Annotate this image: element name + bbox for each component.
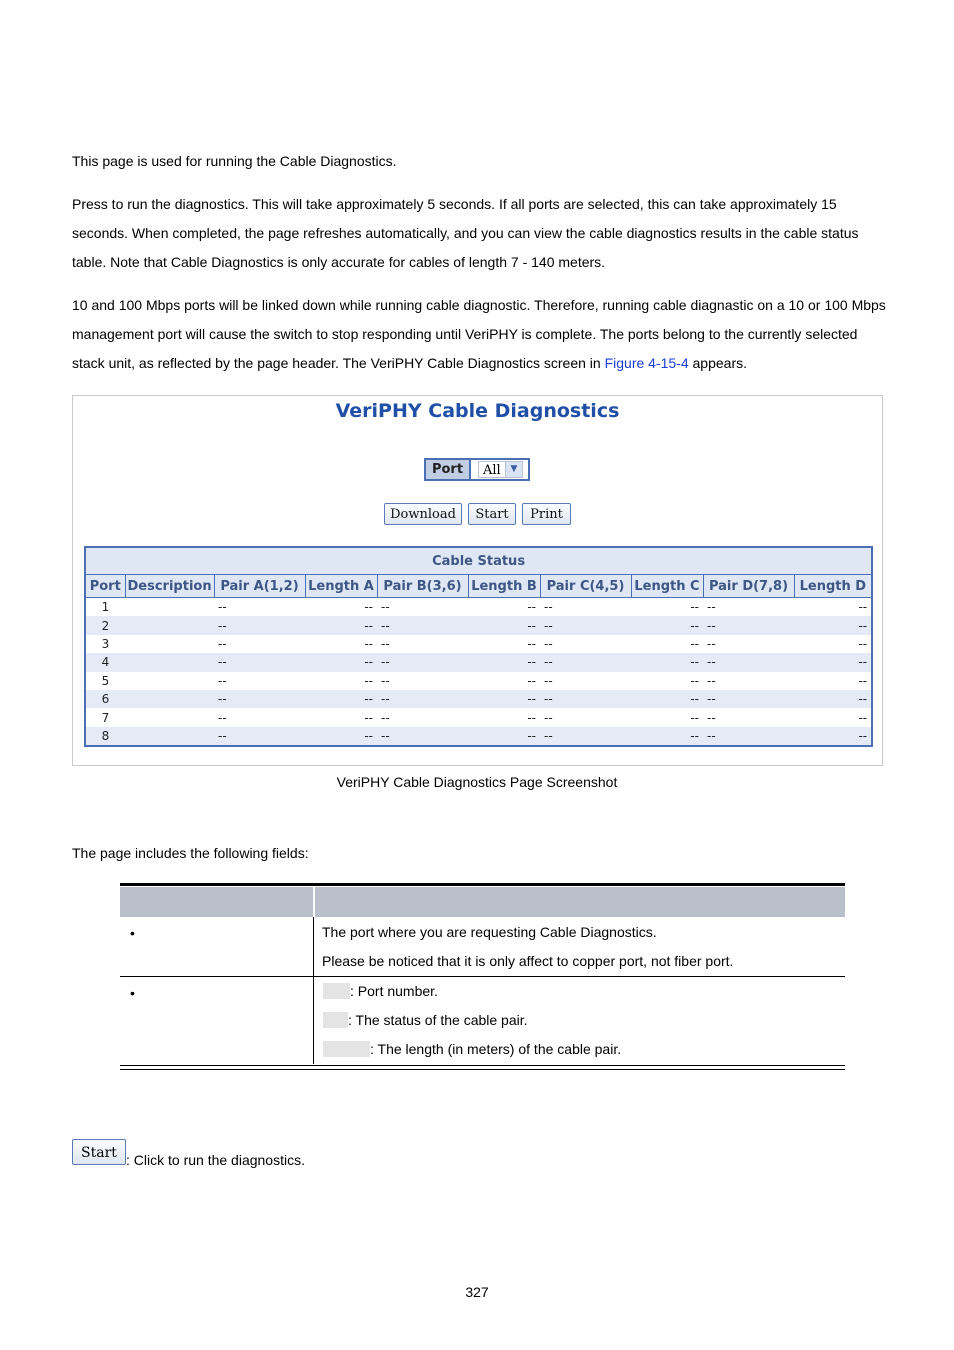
table-cell: [125, 598, 214, 617]
table-cell: --: [214, 690, 305, 708]
table-cell: --: [305, 598, 377, 617]
highlight-port: [323, 983, 350, 999]
bullet: •: [130, 985, 135, 1001]
column-header: Length B: [468, 575, 540, 598]
field-port-desc-1: The port where you are requesting Cable Diagnostics.: [322, 924, 657, 940]
table-cell: --: [703, 672, 794, 690]
table-cell: --: [377, 727, 468, 745]
table-cell: --: [305, 672, 377, 690]
table-cell: --: [703, 616, 794, 634]
table-cell: --: [214, 727, 305, 745]
download-button[interactable]: Download: [384, 503, 462, 525]
figure-caption: VeriPHY Cable Diagnostics Page Screenshot: [336, 774, 618, 790]
table-cell: --: [377, 672, 468, 690]
table-cell: --: [305, 727, 377, 745]
table-row: [86, 727, 871, 745]
column-header: Length A: [305, 575, 377, 598]
table-cell: --: [540, 727, 631, 745]
table-cell: --: [214, 672, 305, 690]
table-cell: --: [631, 690, 703, 708]
table-cell: --: [305, 653, 377, 671]
start-button[interactable]: Start: [468, 503, 516, 525]
field-row-port: [120, 917, 845, 977]
table-cell: --: [468, 690, 540, 708]
fields-table-header: [120, 886, 845, 917]
table-cell: --: [305, 708, 377, 726]
table-cell: [125, 690, 214, 708]
table-row: [86, 653, 871, 671]
table-cell: 7: [86, 708, 125, 726]
table-cell: 1: [86, 598, 125, 617]
screenshot-title: VeriPHY Cable Diagnostics: [335, 400, 620, 422]
port-label: Port: [426, 460, 471, 479]
column-header-row: [86, 575, 871, 598]
table-cell: [125, 727, 214, 745]
table-cell: --: [631, 616, 703, 634]
table-cell: --: [468, 635, 540, 653]
table-cell: --: [540, 690, 631, 708]
table-cell: [125, 616, 214, 634]
table-cell: --: [794, 653, 871, 671]
table-row: [86, 708, 871, 726]
table-row: [86, 616, 871, 634]
page-number: 327: [465, 1284, 489, 1300]
column-header: Description: [125, 575, 214, 598]
table-cell: --: [631, 727, 703, 745]
table-cell: 2: [86, 616, 125, 634]
table-cell: --: [794, 598, 871, 617]
table-cell: 3: [86, 635, 125, 653]
table-cell: --: [468, 653, 540, 671]
table-row: [86, 635, 871, 653]
table-cell: --: [377, 598, 468, 617]
table-cell: --: [468, 616, 540, 634]
table-cell: --: [540, 635, 631, 653]
figure-link[interactable]: Figure 4-15-4: [604, 355, 689, 371]
table-row: [86, 598, 871, 617]
table-cell: --: [305, 690, 377, 708]
column-header: Length C: [631, 575, 703, 598]
field-status-desc-1: : Port number.: [350, 983, 438, 999]
table-cell: --: [214, 635, 305, 653]
table-cell: --: [214, 616, 305, 634]
table-row: [86, 672, 871, 690]
table-cell: --: [794, 708, 871, 726]
highlight-pair: [323, 1012, 348, 1028]
field-row-cable-status: [120, 977, 845, 1064]
table-cell: --: [377, 635, 468, 653]
table-cell: --: [631, 635, 703, 653]
field-status-desc-2: : The status of the cable pair.: [348, 1012, 528, 1028]
table-cell: --: [631, 672, 703, 690]
table-cell: --: [214, 598, 305, 617]
table-cell: [125, 672, 214, 690]
table-cell: --: [794, 635, 871, 653]
table-cell: --: [214, 708, 305, 726]
column-header: Pair A(1,2): [214, 575, 305, 598]
table-cell: --: [305, 635, 377, 653]
table-cell: --: [540, 708, 631, 726]
table-cell: --: [703, 708, 794, 726]
table-cell: --: [703, 598, 794, 617]
table-cell: --: [794, 672, 871, 690]
print-button[interactable]: Print: [522, 503, 571, 525]
table-row: [86, 690, 871, 708]
table-cell: --: [703, 653, 794, 671]
table-cell: --: [540, 598, 631, 617]
table-cell: --: [703, 635, 794, 653]
table-cell: --: [703, 727, 794, 745]
table-cell: --: [377, 616, 468, 634]
table-cell: --: [794, 727, 871, 745]
table-cell: --: [305, 616, 377, 634]
table-cell: --: [468, 708, 540, 726]
table-cell: --: [703, 690, 794, 708]
intro-paragraph-3: [72, 291, 892, 378]
start-button-image: Start: [72, 1139, 126, 1165]
table-cell: --: [631, 598, 703, 617]
bullet: •: [130, 925, 135, 941]
intro-paragraph-2: Press to run the diagnostics. This will take approximately 5 seconds. If all ports are selected, this can take approximately 15 seconds. When completed, the page refreshes automatically, and you can view the cable diagnostics results in the cable status table. Note that Cable Diagnostics is only accurate for cables of length 7 - 140 meters.: [72, 196, 859, 270]
table-cell: --: [468, 727, 540, 745]
table-cell: --: [794, 690, 871, 708]
table-cell: --: [214, 653, 305, 671]
table-cell: 6: [86, 690, 125, 708]
start-button-desc: : Click to run the diagnostics.: [126, 1152, 305, 1168]
highlight-length: [323, 1041, 370, 1057]
table-cell: --: [540, 616, 631, 634]
table-cell: 4: [86, 653, 125, 671]
table-cell: --: [377, 708, 468, 726]
column-header: Pair D(7,8): [703, 575, 794, 598]
port-selector: [424, 458, 530, 481]
table-cell: --: [377, 653, 468, 671]
table-cell: --: [468, 672, 540, 690]
chevron-down-icon[interactable]: ▼: [505, 462, 522, 477]
table-cell: --: [377, 690, 468, 708]
column-header: Pair B(3,6): [377, 575, 468, 598]
veriphy-screenshot: [72, 395, 883, 766]
table-cell: --: [540, 672, 631, 690]
port-dropdown[interactable]: [478, 461, 523, 478]
table-cell: --: [540, 653, 631, 671]
port-dropdown-value: All: [483, 463, 501, 478]
field-status-desc-3: : The length (in meters) of the cable pair.: [370, 1041, 622, 1057]
table-cell: --: [468, 598, 540, 617]
column-header: Port: [86, 575, 125, 598]
table-cell: 5: [86, 672, 125, 690]
column-header: Pair C(4,5): [540, 575, 631, 598]
table-cell: --: [794, 616, 871, 634]
cable-status-table: [84, 546, 873, 747]
fields-table: [120, 883, 845, 1070]
table-cell: --: [631, 653, 703, 671]
field-port-desc-2: Please be noticed that it is only affect to copper port, not fiber port.: [322, 953, 734, 969]
column-header: Length D: [794, 575, 871, 598]
cable-status-caption: Cable Status: [86, 548, 871, 575]
intro-paragraph-1: This page is used for running the Cable Diagnostics.: [72, 153, 397, 169]
table-cell: 8: [86, 727, 125, 745]
table-cell: [125, 708, 214, 726]
intro-paragraph-3-end: appears.: [688, 355, 747, 371]
fields-intro: The page includes the following fields:: [72, 845, 309, 861]
table-cell: [125, 635, 214, 653]
intro-paragraph-3-text: 10 and 100 Mbps ports will be linked down while running cable diagnostic. Therefore, running cable diagnastic on a 10 or 100 Mbps management port will cause the switch to stop responding until VeriPHY is complete. The ports belong to the currently selected stack unit, as reflected by the page header. The VeriPHY Cable Diagnostics screen in: [72, 297, 886, 371]
table-cell: [125, 653, 214, 671]
table-cell: --: [631, 708, 703, 726]
